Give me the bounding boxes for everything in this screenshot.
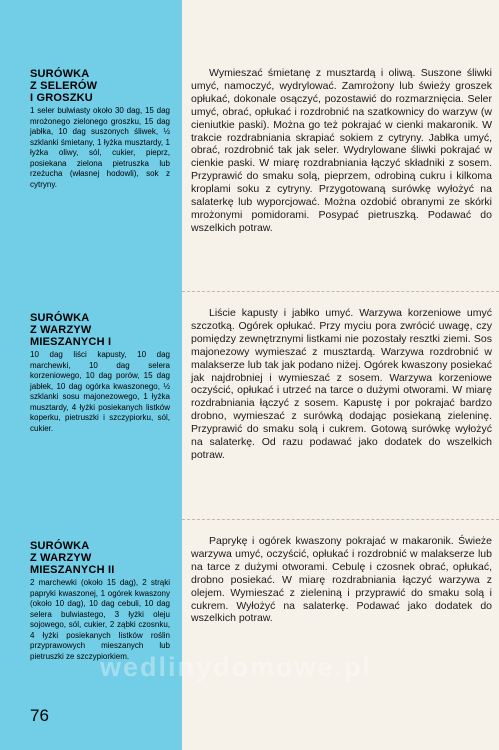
section-divider (182, 291, 499, 292)
recipe-3-sidebar (30, 540, 170, 662)
recipe-1-ingredients: 1 seler bulwiasty około 30 dag, 15 dag mrożonego zielonego groszku, 15 dag jabłka, 10 dag suszonych śliwek, ½ szklanki śmietany, 1 łyżka musztardy, 1 łyżka oliwy, sól, cukier, pieprz, posiekana zielona pietruszka lub rzeżucha (własnej hodowli), sok z cytryny. (30, 106, 170, 189)
recipe-2-title: SURÓWKA Z WARZYW MIESZANYCH I (30, 312, 112, 348)
recipe-1-instructions: Wymieszać śmietanę z musztardą i oliwą. Suszone śliwki umyć, namoczyć, wydrylować. Zamrożony lub świeży groszek opłukać, dokonale osączyć, pozostawić do rozmarznięcia. Seler umyć, obrać, opłukać i rozdrobnić na szatkownicy do warzyw (w cieniutkie paski). Można go też pokrajać w cienki makaronik. W trakcie rozdrabniania skrapiać sokiem z cytryny. Jabłka umyć, obrać, rozdrobnić tak jak seler. Wydrylowane śliwki pokrajać w cienkie paski. W miarę rozdrabniania łączyć składniki z sosem. Przyprawić do smaku solą, pieprzem, odrobiną cukru i kilkoma kroplami soku z cytryny. Przygotowaną surówkę wyłożyć na salaterkę lub wyporcjować. Można ozdobić obranymi ze skórki mrożonymi pomidorami. Posypać pietruszką. Podawać do wszelkich potraw. (191, 67, 492, 234)
recipe-3-instructions: Paprykę i ogórek kwaszony pokrajać w makaronik. Świeże warzywa umyć, oczyścić, opłukać i rozdrobnić w malakserze lub na tarce z dużymi otworami. Cebulę i czosnek obrać, opłukać, drobno posiekać. W miarę rozdrabniania łączyć warzywa z olejem. Wymieszać z zieleniną i przyprawić do smaku solą i cukrem. Wyłożyć na salaterkę. Podawać jako dodatek do wszelkich potraw. (191, 535, 492, 625)
recipe-3-ingredients: 2 marchewki (około 15 dag), 2 strąki papryki kwaszonej, 1 ogórek kwaszony (około 10 dag), 10 dag cebuli, 10 dag selera bulwiastego, 3 łyżki oleju sojowego, sól, cukier, 2 ząbki czosnku, 4 łyżki posiekanych listków roślin przyprawowych mieszanych lub pietruszki ze szczypiorkiem. (30, 578, 170, 661)
recipe-2-instructions: Liście kapusty i jabłko umyć. Warzywa korzeniowe umyć szczotką. Ogórek opłukać. Przy myciu pora zwrócić uwagę, czy pomiędzy zewnętrznymi listkami nie pozostały resztki ziemi. Sos majonezowy wymieszać z musztardą. Warzywa rozdrobnić w malakserze lub tak jak podano niżej. Ogórek kwaszony posiekać jak najdrobniej i wymieszać z sosem. Warzywa korzeniowe oczyścić, opłukać i utrzeć na tarce o dużymi otworami. W miarę rozdrabniania łączyć z sosem. Kapustę i por pokrajać bardzo drobno, wymieszać z surówką dodając posiekaną zieleninę. Przyprawić do smaku solą i cukrem. Gotową surówkę wyłożyć na salaterkę. Od razu podawać jako dodatek do wszelkich potraw. (191, 307, 492, 461)
section-divider (182, 519, 499, 520)
recipe-2-ingredients: 10 dag liści kapusty, 10 dag marchewki, 10 dag selera korzeniowego, 10 dag porów, 15 dag jabłek, 10 dag ogórka kwaszonego, ½ szklanki sosu majonezowego, 1 łyżka musztardy, 4 łyżki posiekanych listków koperku, pietruszki i szczypiorku, sól, cukier. (30, 350, 170, 433)
recipe-1-sidebar (30, 68, 170, 190)
page-number: 76 (30, 706, 49, 725)
recipe-1-title: SURÓWKA Z SELERÓW I GROSZKU (30, 68, 98, 104)
watermark: wedlinydomowe.pl (100, 652, 373, 682)
recipe-3-title: SURÓWKA Z WARZYW MIESZANYCH II (30, 540, 115, 576)
recipe-2-sidebar (30, 312, 170, 434)
